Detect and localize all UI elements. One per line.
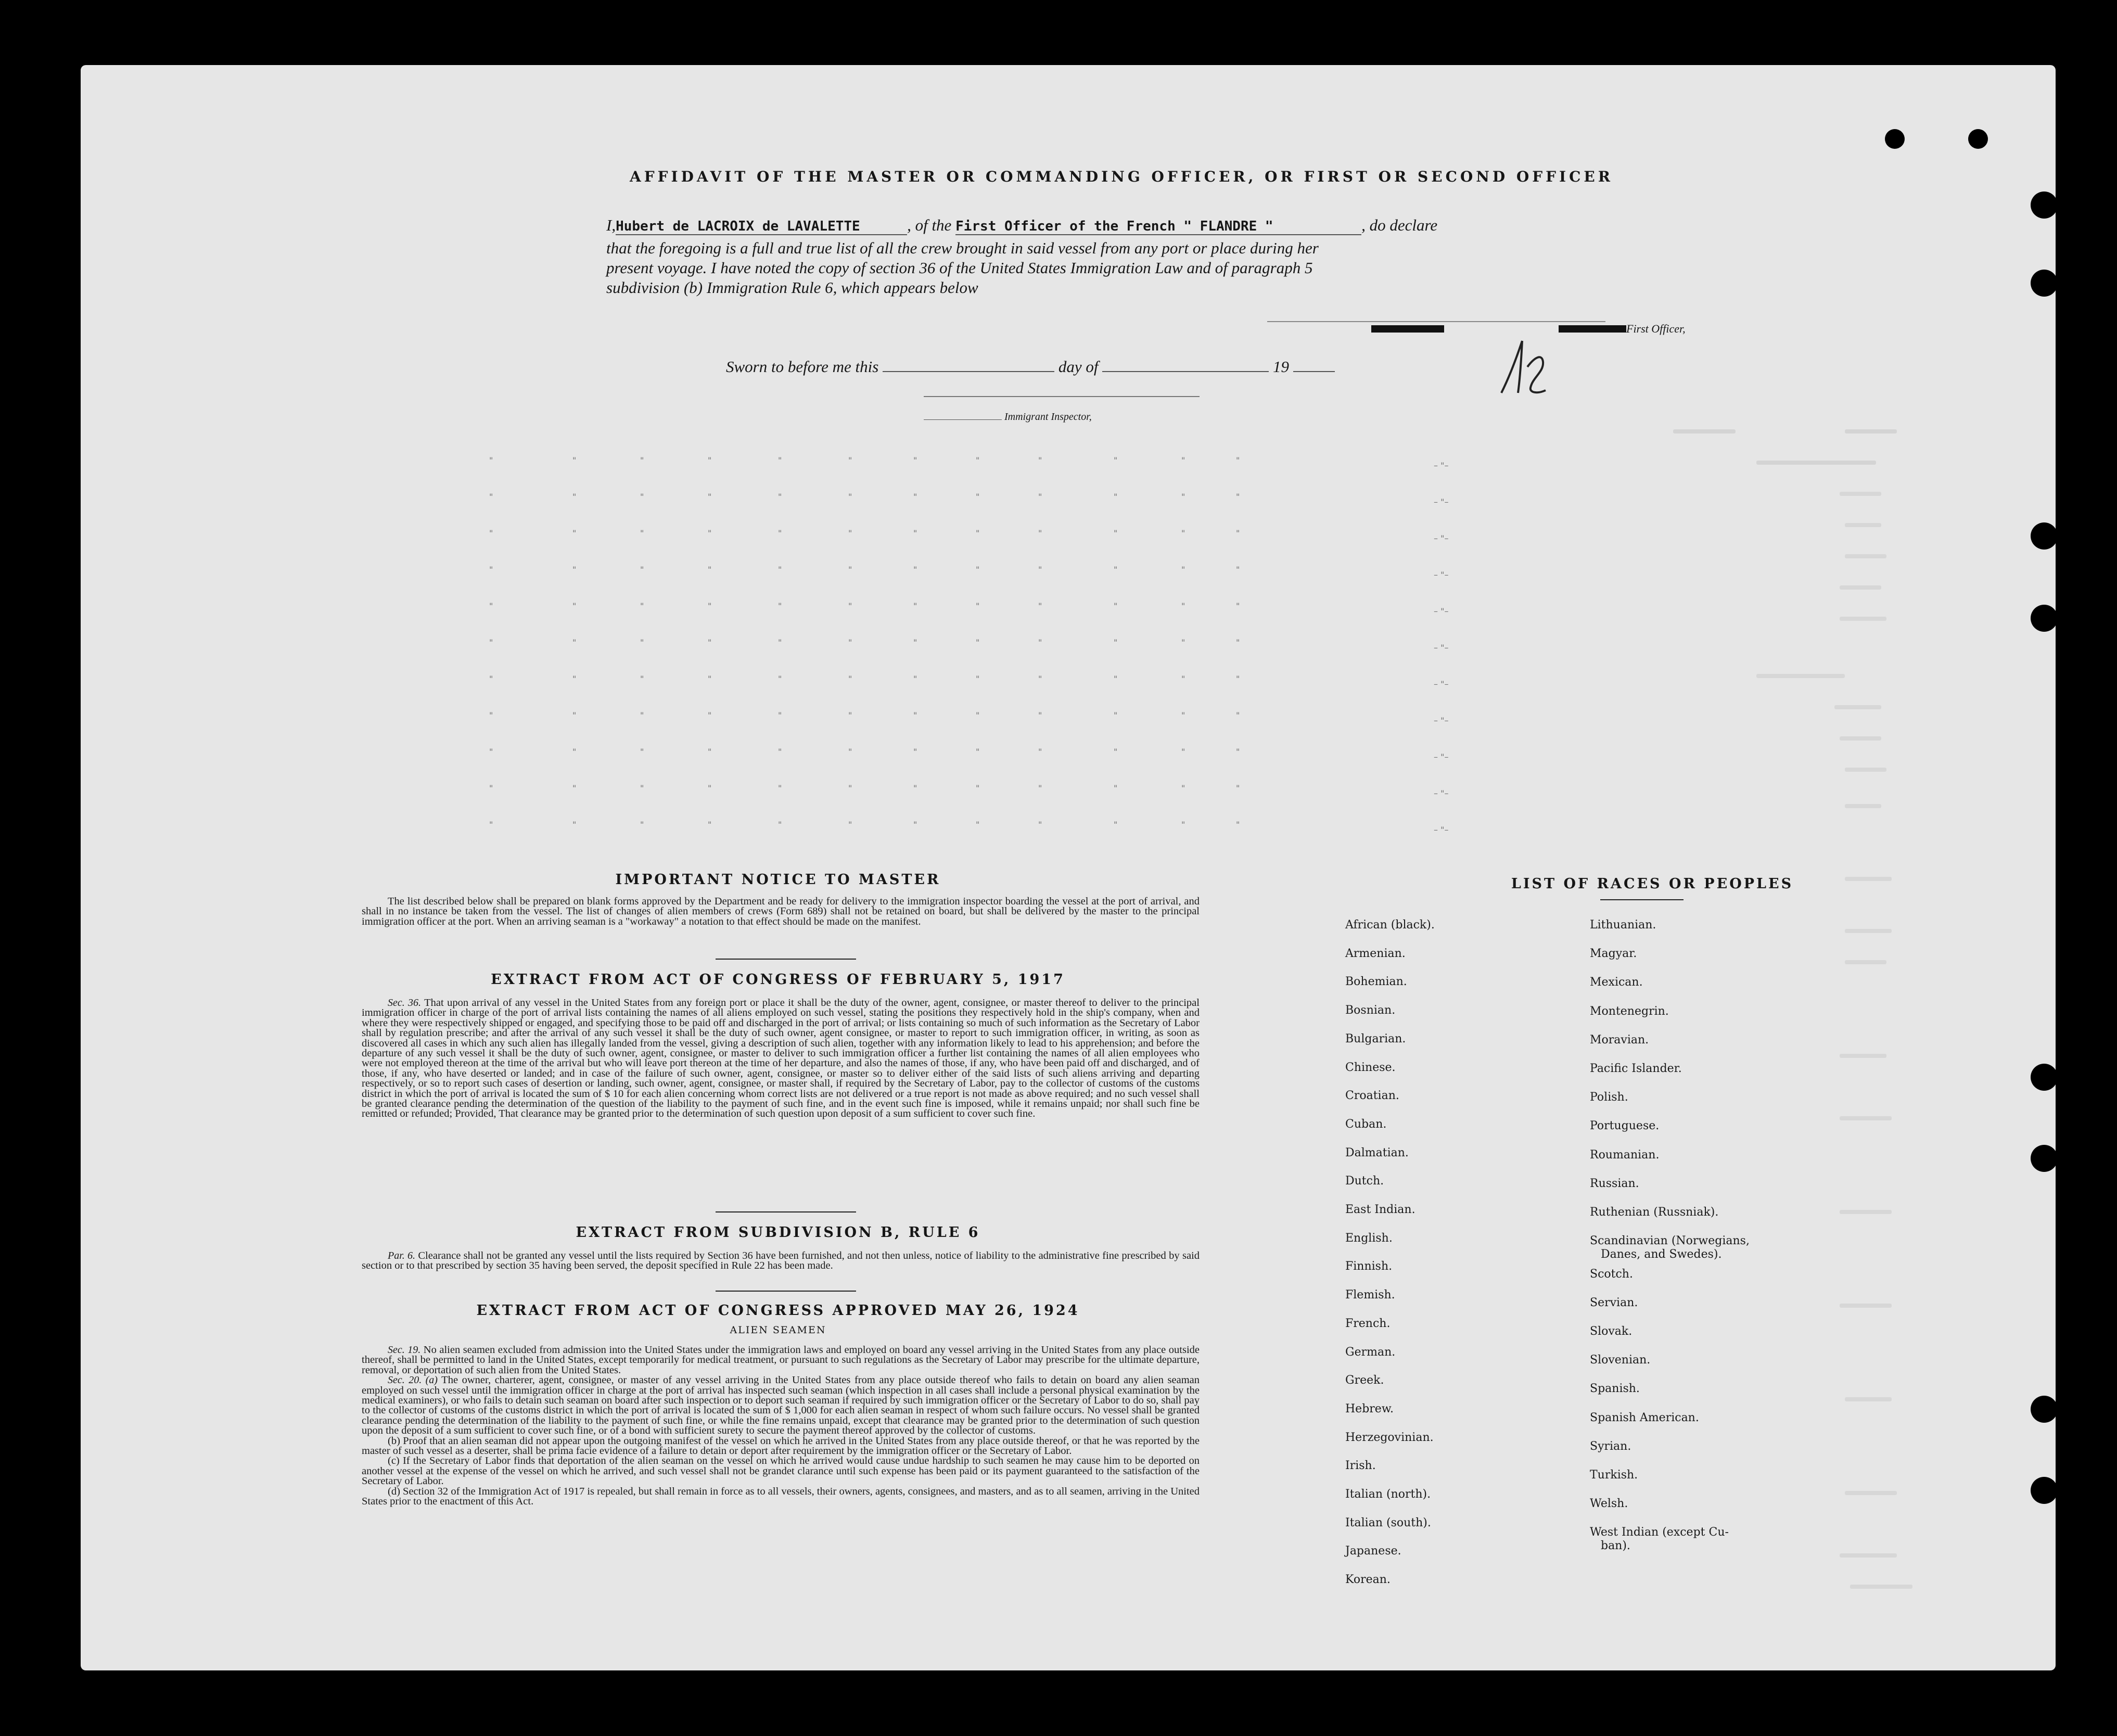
- tick-mark: ": [1181, 637, 1185, 647]
- tick-mark: ": [913, 637, 917, 647]
- race-item: Hebrew.: [1345, 1402, 1394, 1415]
- tick-mark: ": [1181, 528, 1185, 538]
- sworn-month-field: [1102, 371, 1269, 372]
- race-item: Syrian.: [1590, 1439, 1631, 1453]
- tick-mark: ": [778, 637, 782, 647]
- tick-mark: ": [1114, 820, 1118, 829]
- race-item: Spanish American.: [1590, 1411, 1699, 1424]
- officer-label: First Officer,: [1626, 322, 1686, 335]
- tick-mark: ": [778, 492, 782, 502]
- tick-mark: ": [708, 710, 712, 720]
- tick-mark: ": [976, 783, 980, 793]
- tick-mark: ": [778, 455, 782, 465]
- race-item: Bohemian.: [1345, 975, 1407, 989]
- tick-mark: ": [572, 492, 577, 502]
- tick-mark: ": [489, 783, 493, 793]
- tick-mark: ": [1114, 455, 1118, 465]
- tick-mark: ": [572, 710, 577, 720]
- race-item: Portuguese.: [1590, 1119, 1660, 1133]
- tick-mark: ": [708, 455, 712, 465]
- tick-mark: ": [976, 565, 980, 575]
- tick-mark: ": [489, 492, 493, 502]
- tick-mark: ": [1038, 820, 1042, 829]
- race-item: Magyar.: [1590, 947, 1637, 961]
- tick-mark: ": [976, 637, 980, 647]
- tick-mark: ": [708, 783, 712, 793]
- affidavit-line-4: subdivision (b) Immigration Rule 6, which appears below: [606, 278, 978, 297]
- tick-mark: ": [572, 637, 577, 647]
- tick-mark: ": [640, 637, 644, 647]
- extract-1924-subtitle: ALIEN SEAMEN: [730, 1324, 826, 1336]
- tick-mark: ": [708, 492, 712, 502]
- tick-mark: ": [489, 528, 493, 538]
- tick-mark: ": [1114, 492, 1118, 502]
- tick-mark: ": [1114, 565, 1118, 575]
- race-item: Turkish.: [1590, 1469, 1638, 1482]
- race-item: Bosnian.: [1345, 1004, 1396, 1017]
- race-item: Montenegrin.: [1590, 1004, 1669, 1018]
- race-item: German.: [1345, 1345, 1396, 1359]
- race-item: Dutch.: [1345, 1175, 1384, 1188]
- vessel-field: First Officer of the French " FLANDRE ": [955, 219, 1361, 235]
- tick-mark: ": [489, 674, 493, 684]
- tick-mark: ": [1236, 674, 1240, 684]
- tick-mark: ": [848, 455, 852, 465]
- tick-mark: ": [1038, 710, 1042, 720]
- tick-mark: ": [913, 783, 917, 793]
- race-item: Italian (north).: [1345, 1488, 1431, 1501]
- race-item: Slovenian.: [1590, 1354, 1651, 1367]
- tick-mark: ": [976, 492, 980, 502]
- tick-mark: ": [640, 528, 644, 538]
- tick-mark: ": [1114, 637, 1118, 647]
- tick-mark: ": [913, 601, 917, 611]
- tick-mark: ": [778, 820, 782, 829]
- tick-mark: ": [1181, 674, 1185, 684]
- tick-mark: ": [1114, 783, 1118, 793]
- tick-mark: ": [778, 783, 782, 793]
- race-item: English.: [1345, 1231, 1393, 1245]
- race-item: Scandinavian (Norwegians, Danes, and Swedes).: [1590, 1234, 1750, 1261]
- tick-mark: ": [708, 820, 712, 829]
- rule6-title: EXTRACT FROM SUBDIVISION B, RULE 6: [576, 1224, 980, 1241]
- tick-mark: ": [1038, 747, 1042, 757]
- tick-mark: – "–: [1434, 461, 1449, 470]
- tick-mark: ": [1114, 710, 1118, 720]
- race-item: Cuban.: [1345, 1117, 1387, 1131]
- tick-mark: ": [640, 783, 644, 793]
- tick-mark: ": [572, 747, 577, 757]
- tick-mark: ": [976, 528, 980, 538]
- tick-mark: ": [1181, 492, 1185, 502]
- tick-mark: ": [1236, 820, 1240, 829]
- redacted-mark: [1371, 325, 1444, 333]
- tick-mark: ": [913, 528, 917, 538]
- race-item: West Indian (except Cu- ban).: [1590, 1526, 1729, 1553]
- extract-1917-text: Sec. 36. That upon arrival of any vessel in the United States from any foreign port or place it shall be the duty of the owner, agent, consignee, or master thereof to deliver to the principal immigration officer in charge of the port of arrival lists containing the names of all aliens employed on such vessel, stating the positions they respectively hold in the ship's company, when and where they were respectively shipped or engaged, and specifying those to be paid off and discharged in the port of arrival; or lists containing so much of such information as the Secretary of Labor shall by regulation prescribe; and after the arrival of any such vessel it shall be the duty of such owner, agent consignee, or master to report to such immigration officer, in writing, as soon as discovered all cases in which any such alien has illegally landed from the vessel, giving a description of such alien, together with any information likely to lead to his apprehension; and before the departure of any such vessel it shall be the duty of such owner, agent, consignee, or master to deliver to such immigration officer a further list containing the names of all alien employees who were not employed thereon at the time of the arrival but who will leave port thereon at the time of her departure, and also the names of those, if any, who have been paid off and discharged, and of those, if any, who have deserted or landed; and in case of the failure of such owner, agent, consignee, or master so to deliver either of the said lists of such aliens arriving and departing respectively, or so to report such cases of desertion or landing, such owner, agent, consignee, or master shall, if required by the Secretary of Labor, pay to the collector of customs of the customs district in which the port of arrival is located the sum of $ 10 for each alien concerning whom correct lists are not delivered or a true report is not made as above required; and no such vessel shall be granted clearance pending the determination of the question of the liability to the payment of such fine, and in the event such fine is imposed, while it remains unpaid; nor shall such fine be remitted or refunded; Provided, That clearance may be granted prior to the determination of such question upon deposit of a sum sufficient to cover such fine.: [362, 997, 1200, 1120]
- race-item: Croatian.: [1345, 1089, 1399, 1103]
- race-item: French.: [1345, 1317, 1391, 1330]
- affidavit-declaration-line: [606, 216, 1626, 235]
- race-item: Korean.: [1345, 1573, 1391, 1587]
- tick-mark: ": [1114, 747, 1118, 757]
- race-item: Bulgarian.: [1345, 1032, 1406, 1045]
- tick-mark: ": [708, 637, 712, 647]
- tick-mark: ": [913, 820, 917, 829]
- race-item: Spanish.: [1590, 1382, 1640, 1396]
- race-item: Slovak.: [1590, 1325, 1633, 1338]
- tick-mark: ": [913, 565, 917, 575]
- tick-mark: ": [572, 674, 577, 684]
- tick-mark: ": [1236, 747, 1240, 757]
- notice-text: The list described below shall be prepared on blank forms approved by the Department and be ready for delivery to the immigration inspector boarding the vessel at the port of arrival, and shall in no instance be taken from the vessel. The list of changes of alien members of crews (Form 689) shall not be retained on board, but shall be delivered by the master to the principal immigration officer at the port. When an arriving seaman is a "workaway" a notation to that effect should be made on the manifest.: [362, 896, 1200, 927]
- tick-mark: ": [1236, 565, 1240, 575]
- tick-mark: ": [1038, 601, 1042, 611]
- tick-mark: – "–: [1434, 752, 1449, 762]
- tick-mark: ": [1236, 528, 1240, 538]
- tick-mark: ": [1236, 455, 1240, 465]
- race-item: Mexican.: [1590, 976, 1643, 989]
- race-item: Servian.: [1590, 1296, 1638, 1309]
- tick-mark: ": [1038, 455, 1042, 465]
- race-item: Japanese.: [1345, 1544, 1401, 1558]
- tick-mark: – "–: [1434, 825, 1449, 835]
- rule6-text: Par. 6. Clearance shall not be granted any vessel until the lists required by Section 36 have been furnished, and not then unless, notice of liability to the administrative fine prescribed by said section or to that prescribed by section 35 having been served, the deposit specified in Rule 22 has been made.: [362, 1250, 1200, 1272]
- sworn-year-field: [1293, 371, 1335, 372]
- tick-mark: ": [708, 747, 712, 757]
- race-item: East Indian.: [1345, 1203, 1415, 1216]
- declaration-suffix: , do declare: [1361, 216, 1438, 234]
- race-item: Roumanian.: [1590, 1148, 1660, 1161]
- tick-mark: ": [1236, 637, 1240, 647]
- tick-mark: ": [1236, 710, 1240, 720]
- section-rule: [716, 1211, 856, 1212]
- tick-mark: ": [1181, 747, 1185, 757]
- race-item: Ruthenian (Russniak).: [1590, 1206, 1719, 1219]
- tick-mark: ": [778, 565, 782, 575]
- race-item: Armenian.: [1345, 947, 1406, 960]
- sworn-line: Sworn to before me this day of 19: [726, 358, 1507, 376]
- race-item: Welsh.: [1590, 1497, 1628, 1511]
- tick-mark: ": [1181, 710, 1185, 720]
- tick-mark: ": [848, 492, 852, 502]
- tick-mark: ": [848, 820, 852, 829]
- notice-title: IMPORTANT NOTICE TO MASTER: [615, 872, 941, 888]
- tick-mark: ": [976, 710, 980, 720]
- tick-mark: ": [640, 747, 644, 757]
- document-page: [81, 65, 2056, 1670]
- binder-hole: [2031, 1145, 2058, 1172]
- tick-mark: ": [708, 674, 712, 684]
- tick-mark: ": [572, 455, 577, 465]
- binder-hole: [2031, 522, 2058, 550]
- tick-mark: ": [848, 747, 852, 757]
- affidavit-title: AFFIDAVIT OF THE MASTER OR COMMANDING OFFICER, OR FIRST OR SECOND OFFICER: [629, 168, 1614, 185]
- tick-mark: ": [976, 601, 980, 611]
- tick-mark: ": [572, 528, 577, 538]
- affidavit-line-2: that the foregoing is a full and true list of all the crew brought in said vessel from any port or place during her: [606, 239, 1319, 257]
- tick-mark: ": [1236, 601, 1240, 611]
- races-title: LIST OF RACES OR PEOPLES: [1511, 876, 1794, 892]
- tick-mark: – "–: [1434, 570, 1449, 580]
- binder-hole: [1968, 129, 1988, 149]
- tick-mark: ": [1114, 674, 1118, 684]
- tick-mark: ": [778, 747, 782, 757]
- tick-mark: ": [778, 710, 782, 720]
- tick-mark: – "–: [1434, 788, 1449, 798]
- tick-mark: ": [778, 674, 782, 684]
- tick-mark: ": [976, 820, 980, 829]
- section-rule: [716, 1291, 856, 1292]
- tick-mark: ": [572, 565, 577, 575]
- tick-mark: ": [489, 747, 493, 757]
- tick-mark: ": [1236, 492, 1240, 502]
- tick-mark: ": [848, 637, 852, 647]
- tick-mark: ": [1181, 601, 1185, 611]
- affidavit-line-3: present voyage. I have noted the copy of section 36 of the United States Immigration Law and of paragraph 5: [606, 259, 1313, 277]
- tick-mark: ": [1181, 783, 1185, 793]
- race-item: Polish.: [1590, 1091, 1628, 1104]
- tick-mark: ": [489, 710, 493, 720]
- tick-mark: ": [1038, 637, 1042, 647]
- tick-mark: ": [640, 492, 644, 502]
- race-item: African (black).: [1345, 918, 1435, 931]
- tick-mark: ": [640, 565, 644, 575]
- binder-hole: [2031, 192, 2058, 219]
- tick-mark: – "–: [1434, 606, 1449, 616]
- race-item: Irish.: [1345, 1459, 1376, 1473]
- extract-1917-title: EXTRACT FROM ACT OF CONGRESS OF FEBRUARY 5, 1917: [491, 972, 1065, 988]
- tick-mark: ": [572, 601, 577, 611]
- tick-mark: ": [848, 783, 852, 793]
- tick-mark: ": [778, 528, 782, 538]
- tick-mark: ": [708, 528, 712, 538]
- tick-mark: ": [1038, 783, 1042, 793]
- tick-mark: ": [1038, 565, 1042, 575]
- tick-mark: ": [1114, 601, 1118, 611]
- binder-hole: [2031, 1064, 2058, 1091]
- race-item: Greek.: [1345, 1374, 1384, 1387]
- tick-mark: ": [848, 674, 852, 684]
- race-item: Moravian.: [1590, 1033, 1649, 1046]
- race-item: Chinese.: [1345, 1061, 1396, 1074]
- race-item: Scotch.: [1590, 1267, 1633, 1281]
- tick-mark: ": [976, 455, 980, 465]
- tick-mark: ": [489, 601, 493, 611]
- tick-mark: ": [1181, 455, 1185, 465]
- tick-mark: ": [489, 565, 493, 575]
- tick-mark: ": [1038, 674, 1042, 684]
- tick-mark: ": [913, 747, 917, 757]
- tick-mark: ": [778, 601, 782, 611]
- declaration-prefix: I,: [606, 216, 616, 234]
- tick-mark: ": [976, 747, 980, 757]
- officer-name-field: Hubert de LACROIX de LAVALETTE: [616, 219, 907, 235]
- tick-mark: – "–: [1434, 643, 1449, 653]
- inspector-label: Immigrant Inspector,: [924, 411, 1092, 423]
- tick-mark: ": [913, 674, 917, 684]
- tick-mark: – "–: [1434, 716, 1449, 725]
- inspector-signature-rule: [924, 396, 1200, 397]
- tick-mark: ": [848, 710, 852, 720]
- tick-mark: ": [1181, 820, 1185, 829]
- tick-mark: ": [489, 455, 493, 465]
- tick-mark: ": [913, 455, 917, 465]
- race-item: Lithuanian.: [1590, 918, 1656, 931]
- tick-mark: ": [848, 528, 852, 538]
- tick-mark: ": [572, 783, 577, 793]
- tick-mark: ": [1236, 783, 1240, 793]
- race-item: Herzegovinian.: [1345, 1431, 1434, 1444]
- tick-mark: ": [976, 674, 980, 684]
- tick-mark: ": [1038, 528, 1042, 538]
- tick-mark: – "–: [1434, 679, 1449, 689]
- race-item: Russian.: [1590, 1177, 1639, 1190]
- race-item: Finnish.: [1345, 1260, 1393, 1273]
- binder-hole: [2031, 1477, 2058, 1504]
- tick-mark: ": [1038, 492, 1042, 502]
- declaration-mid: , of the: [907, 216, 952, 234]
- tick-mark: ": [489, 637, 493, 647]
- tick-mark: ": [640, 820, 644, 829]
- race-item: Italian (south).: [1345, 1516, 1431, 1529]
- tick-mark: ": [848, 601, 852, 611]
- sworn-day-field: [883, 371, 1054, 372]
- tick-mark: ": [708, 601, 712, 611]
- extract-1924-text: Sec. 19. No alien seamen excluded from admission into the United States under the immigration laws and employed on board any vessel arriving in the United States from any place outside thereof, shall be permitted to land in the United States, except temporarily for medical treatment, or pursuant to such regulations as the Secretary of Labor may prescribe for the ultimate departure, removal, or deportation of such alien from the United States. Sec. 20. (a) The owner, charterer, agent, consignee, or master of any vessel arriving in the United States from any place outside thereof who fails to detain on board any alien seaman employed on such vessel until the immigration officer in charge at the port of arrival has inspected such seaman (which inspection in all cases shall include a personal physical examination by the medical examiners), or who fails to detain such seaman on board after such inspection or to deport such seaman if required by such immigration officer or the Secretary of Labor to do so, shall pay to the collector of customs of the customs district in which the port of arrival is located the sum of $ 1,000 for each alien seaman in respect of whom such failure occurs. No vessel shall be granted clearance pending the determination of the liability to the payment of such fine, or while the fine remains unpaid, except that clearance may be granted prior to the determination of such question upon the deposit of a sum sufficient to cover such fine, or of a bond with sufficient surety to secure the payment thereof approved by the collector of customs. (b) Proof that an alien seaman did not appear upon the outgoing manifest of the vessel on which he arrived in the United States from any place outside thereof, or that he was reported by the master of such vessel as a deserter, shall be prima facie evidence of a failure to detain or deport after requirement by the immigration officer or the Secretary of Labor. (c) If the Secretary of Labor finds that deportation of the alien seaman on the vessel on which he arrived would cause undue hardship to such seamen he may cause him to be deported on another vessel at the expense of the vessel on which he arrived, and such vessel shall not be grandet clarance until such expense has been paid or its payment guaranteed to the satisfaction of the Secretary of Labor. (d) Section 32 of the Immigration Act of 1917 is repealed, but shall remain in force as to all vessels, their owners, agents, consignees, and masters, and as to all seamen, arriving in the United States prior to the enactment of this Act.: [362, 1344, 1200, 1508]
- race-item: Dalmatian.: [1345, 1146, 1409, 1159]
- tick-mark: ": [913, 492, 917, 502]
- extract-1924-title: EXTRACT FROM ACT OF CONGRESS APPROVED MAY 26, 1924: [476, 1303, 1080, 1319]
- binder-hole: [1885, 129, 1905, 149]
- tick-mark: ": [848, 565, 852, 575]
- tick-mark: – "–: [1434, 497, 1449, 507]
- tick-mark: ": [489, 820, 493, 829]
- tick-mark: ": [913, 710, 917, 720]
- tick-mark: ": [708, 565, 712, 575]
- tick-mark: ": [640, 674, 644, 684]
- tick-mark: ": [1114, 528, 1118, 538]
- tick-mark: – "–: [1434, 533, 1449, 543]
- tick-mark: ": [640, 601, 644, 611]
- section-rule: [716, 959, 856, 960]
- tick-mark: ": [640, 710, 644, 720]
- tick-mark: ": [640, 455, 644, 465]
- races-rule: [1600, 899, 1684, 900]
- tick-mark: ": [572, 820, 577, 829]
- binder-hole: [2031, 605, 2058, 632]
- race-item: Flemish.: [1345, 1288, 1395, 1302]
- race-item: Pacific Islander.: [1590, 1062, 1682, 1075]
- binder-hole: [2031, 270, 2058, 297]
- tick-mark: ": [1181, 565, 1185, 575]
- binder-hole: [2031, 1396, 2058, 1423]
